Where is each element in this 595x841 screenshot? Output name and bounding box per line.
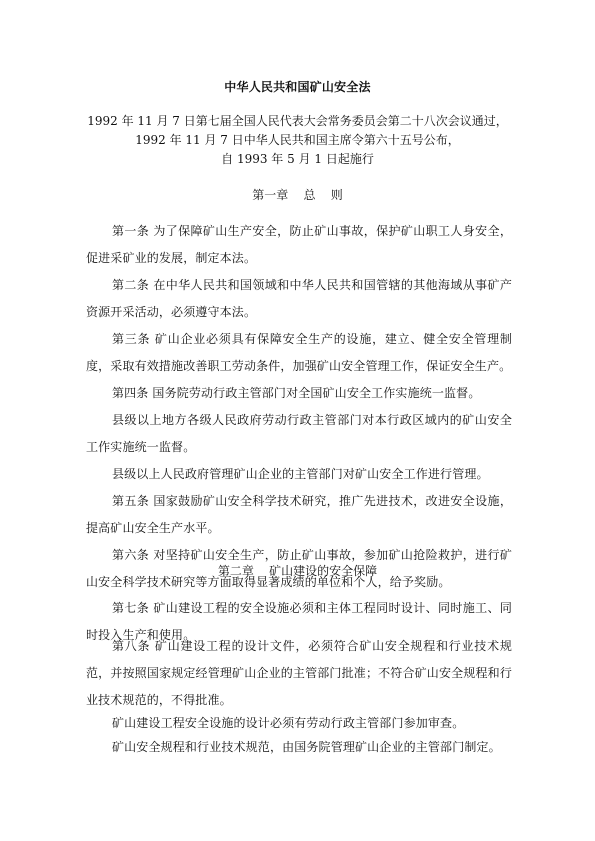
article-paragraph: 矿山建设工程安全设施的设计必须有劳动行政主管部门参加审查。 xyxy=(112,716,465,730)
article-paragraph: 第六条 对坚持矿山安全生产，防止矿山事故，参加矿山抢险救护，进行矿山安全科学技术研究等方面取得显著成绩的单位和个人，给予奖励。 xyxy=(86,548,512,589)
article-paragraph: 第四条 国务院劳动行政主管部门对全国矿山安全工作实施统一监督。 xyxy=(112,386,481,400)
article-paragraph: 矿山安全规程和行业技术规范，由国务院管理矿山企业的主管部门制定。 xyxy=(112,740,501,754)
enactment-line: 1992 年 11 月 7 日中华人民共和国主席令第六十五号公布， xyxy=(135,133,460,147)
document-title: 中华人民共和国矿山安全法 xyxy=(224,80,371,94)
article-paragraph: 第五条 国家鼓励矿山安全科学技术研究，推广先进技术，改进安全设施，提高矿山安全生产水平。 xyxy=(86,494,512,535)
article-paragraph: 第七条 矿山建设工程的安全设施必须和主体工程同时设计、同时施工、同时投入生产和使用。 xyxy=(86,601,512,642)
enactment-line: 自 1993 年 5 月 1 日起施行 xyxy=(221,152,374,166)
article-paragraph: 第三条 矿山企业必须具有保障安全生产的设施，建立、健全安全管理制度，采取有效措施改善职工劳动条件，加强矿山安全管理工作，保证安全生产。 xyxy=(86,332,512,373)
chapter-heading: 第一章 总 则 xyxy=(252,188,343,202)
article-paragraph: 县级以上地方各级人民政府劳动行政主管部门对本行政区域内的矿山安全工作实施统一监督。 xyxy=(86,413,512,454)
article-paragraph: 第八条 矿山建设工程的设计文件，必须符合矿山安全规程和行业技术规范，并按照国家规定经管理矿山企业的主管部门批准；不符合矿山安全规程和行业技术规范的，不得批准。 xyxy=(86,639,512,707)
article-paragraph: 第二条 在中华人民共和国领域和中华人民共和国管辖的其他海域从事矿产资源开采活动，必须遵守本法。 xyxy=(86,278,512,319)
article-paragraph: 第一条 为了保障矿山生产安全，防止矿山事故，保护矿山职工人身安全，促进采矿业的发展，制定本法。 xyxy=(86,224,512,265)
enactment-note xyxy=(0,112,595,169)
article-paragraph: 县级以上人民政府管理矿山企业的主管部门对矿山安全工作进行管理。 xyxy=(112,467,489,481)
enactment-line: 1992 年 11 月 7 日第七届全国人民代表大会常务委员会第二十八次会议通过， xyxy=(87,114,508,128)
chapter-heading: 第二章 矿山建设的安全保障 xyxy=(217,564,378,578)
